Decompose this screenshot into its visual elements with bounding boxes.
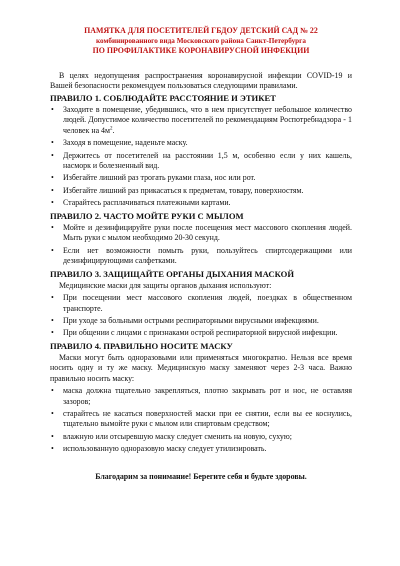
list-item-text: Избегайте лишний раз прикасаться к предметам, товару, поверхностям.	[63, 185, 304, 195]
list-item	[50, 444, 352, 454]
rule-1-title: ПРАВИЛО 1. СОБЛЮДАЙТЕ РАССТОЯНИЕ И ЭТИКЕТ	[50, 92, 276, 103]
list-item-text: При уходе за больными острыми респираторными вирусными инфекциями.	[63, 315, 319, 325]
list-item-text: маска должна тщательно закрепляться, плотно закрывать рот и нос, не оставляя зазоров;	[63, 386, 352, 406]
list-item-text: влажную или отсыревшую маску следует сменить на новую, сухую;	[63, 431, 292, 441]
list-item	[50, 328, 352, 338]
list-item	[50, 293, 352, 314]
bullet-icon: •	[51, 408, 54, 418]
list-item	[50, 105, 352, 136]
list-item-text: использованную одноразовую маску следует утилизировать.	[63, 444, 267, 454]
bullet-icon: •	[51, 315, 54, 325]
list-item	[50, 316, 352, 326]
closing-message: Благодарим за понимание! Берегите себя и будьте здоровы.	[95, 471, 307, 481]
list-item	[50, 198, 352, 208]
header-topic: ПО ПРОФИЛАКТИКЕ КОРОНАВИРУСНОЙ ИНФЕКЦИИ	[92, 46, 310, 55]
list-item	[50, 409, 352, 430]
list-item	[50, 151, 352, 172]
header-title: ПАМЯТКА ДЛЯ ПОСЕТИТЕЛЕЙ ГБДОУ ДЕТСКИЙ САД № 22	[84, 26, 318, 35]
bullet-icon: •	[51, 444, 54, 454]
bullet-icon: •	[51, 185, 54, 195]
list-item-text: Старайтесь расплачиваться платежными картами.	[63, 198, 231, 208]
intro-paragraph: В целях недопущения распространения коронавирусной инфекции COVID-19 и Вашей безопасности рекомендуем пользоваться следующими правилами.	[50, 71, 352, 91]
list-item	[50, 386, 352, 407]
bullet-icon: •	[51, 386, 54, 396]
list-item-text: старайтесь не касаться поверхностей маски при ее снятии, если вы ее коснулись, тщательно вымойте руки с мылом или спиртовым средством;	[63, 408, 352, 429]
list-item-end: .	[112, 125, 115, 135]
list-item-text: Мойте и дезинфицируйте руки после посещения мест массового скопления людей. Мыть руки с мылом необходимо 20-30 секунд.	[63, 222, 352, 243]
bullet-icon: •	[51, 105, 54, 115]
list-item	[50, 246, 352, 267]
list-item	[50, 186, 352, 196]
bullet-icon: •	[51, 198, 54, 208]
rule-2-list	[50, 223, 352, 267]
bullet-icon: •	[51, 245, 54, 255]
rule-3-lead: Медицинские маски для защиты органов дыхания используют:	[59, 280, 272, 290]
rule-4-list	[50, 386, 352, 454]
rule-4-title: ПРАВИЛО 4. ПРАВИЛЬНО НОСИТЕ МАСКУ	[50, 340, 233, 351]
superscript: 2	[109, 126, 113, 132]
list-item-text: Если нет возможности помыть руки, пользуйтесь спиртсодержащими или дезинфицирующими салфетками.	[63, 245, 352, 266]
list-item-text: Избегайте лишний раз трогать руками глаза, нос или рот.	[63, 173, 256, 183]
bullet-icon: •	[51, 328, 54, 338]
rule-3-title: ПРАВИЛО 3. ЗАЩИЩАЙТЕ ОРГАНЫ ДЫХАНИЯ МАСКОЙ	[50, 268, 295, 279]
rule-1-list	[50, 105, 352, 209]
list-item	[50, 173, 352, 183]
rule-2-title: ПРАВИЛО 2. ЧАСТО МОЙТЕ РУКИ С МЫЛОМ	[50, 210, 244, 221]
memo-header	[50, 26, 352, 56]
bullet-icon: •	[51, 293, 54, 303]
list-item-text: Заходите в помещение, убедившись, что в нем присутствует небольшое количество людей. Допустимое количество посетителей по рекомендациям Роспотребнадзора - 1 человек на 4м	[63, 105, 352, 135]
list-item	[50, 223, 352, 244]
list-item-text: Держитесь от посетителей на расстоянии 1,5 м, особенно если у них кашель, насморк и болезненный вид.	[63, 150, 352, 171]
rule-4-paragraph: Маски могут быть одноразовыми или применяться многократно. Нельзя все время носить одну и ту же маску. Медицинскую маску заменяют через 2-3 часа. Важно правильно носить маску:	[50, 352, 352, 383]
list-item	[50, 138, 352, 148]
bullet-icon: •	[51, 150, 54, 160]
rule-3-list	[50, 293, 352, 339]
list-item-text: При общении с лицами с признаками острой респираторной вирусной инфекции.	[63, 328, 338, 338]
list-item-text: Заходя в помещение, наденьте маску.	[63, 138, 188, 148]
bullet-icon: •	[51, 138, 54, 148]
bullet-icon: •	[51, 222, 54, 232]
list-item	[50, 432, 352, 442]
header-subtitle: комбинированного вида Московского района Санкт-Петербурга	[95, 37, 307, 45]
bullet-icon: •	[51, 173, 54, 183]
list-item-text: При посещении мест массового скопления людей, поездках в общественном транспорте.	[63, 293, 352, 313]
bullet-icon: •	[51, 431, 54, 441]
